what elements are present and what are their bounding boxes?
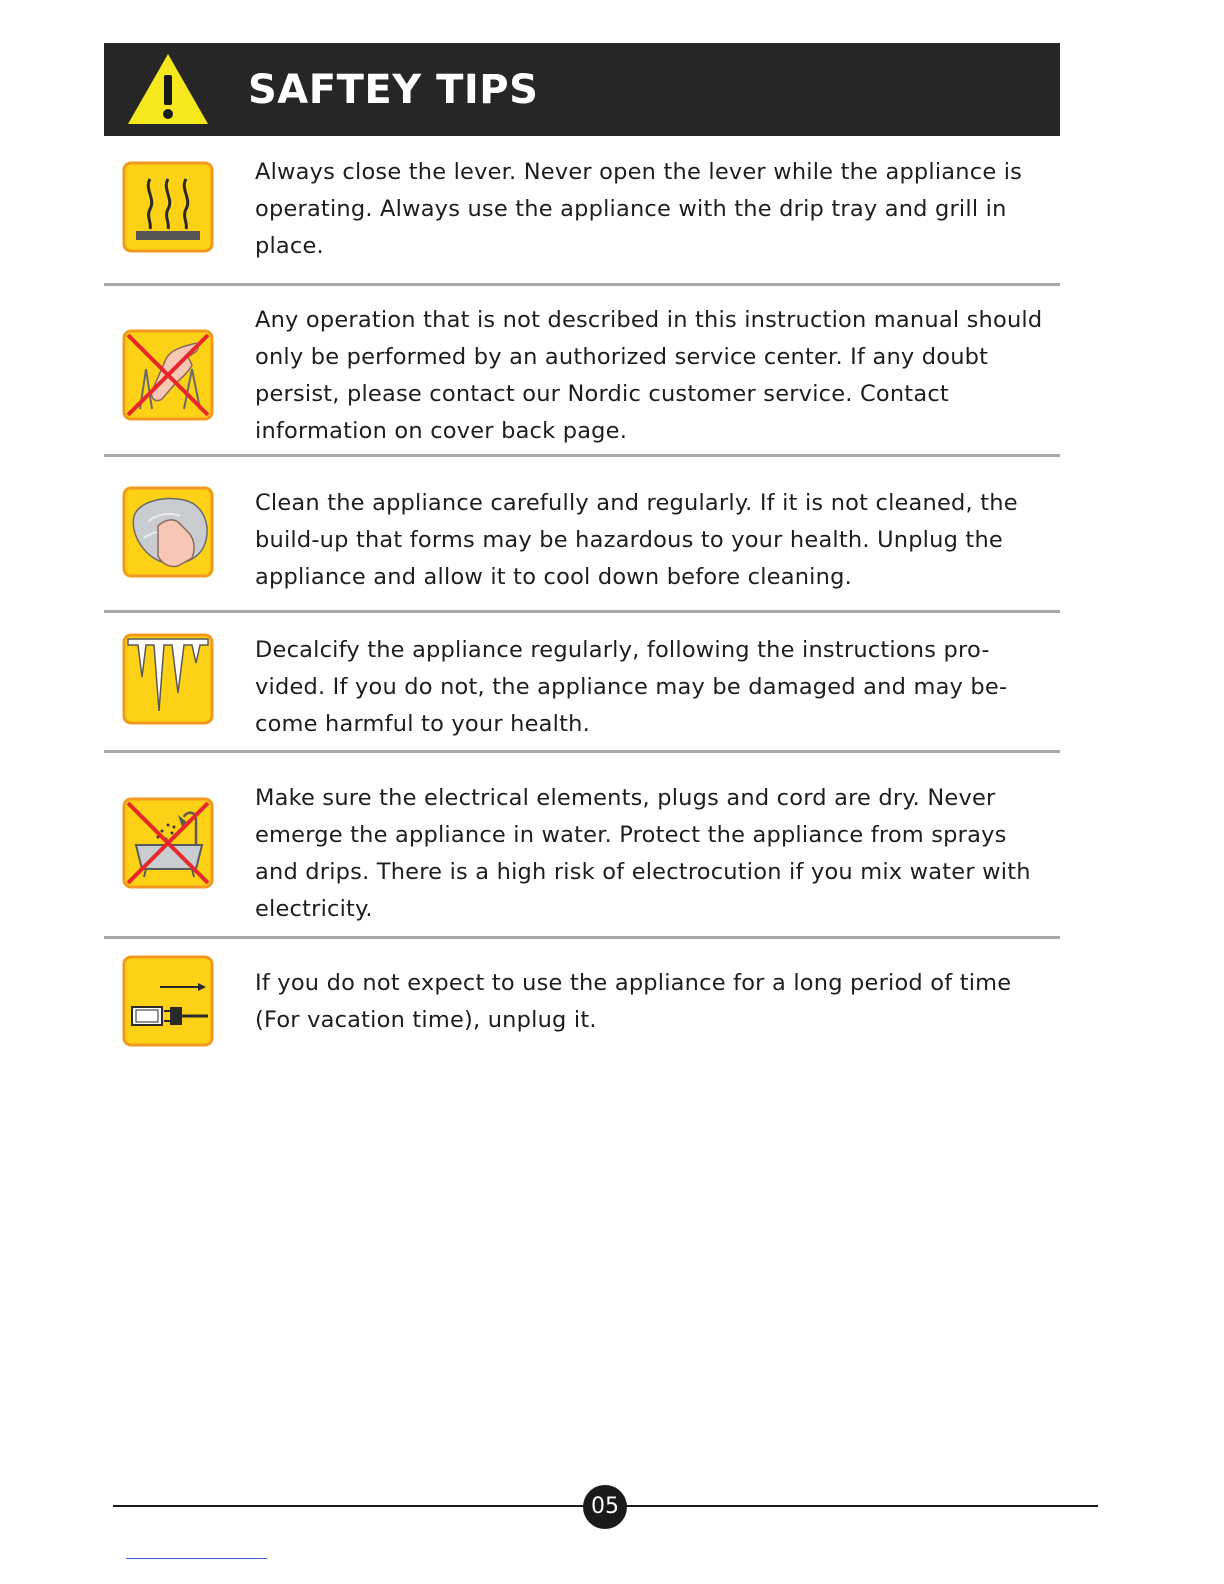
tip-item <box>104 753 1060 939</box>
tip-text: Always close the lever. Never open the lever while the appliance is operating. Always use the appliance with the drip tray and grill in place. <box>255 159 1023 259</box>
tip-item <box>104 457 1060 613</box>
tip-text: Make sure the electrical elements, plugs and cord are dry. Never emerge the appliance in water. Protect the appliance from sprays and drips. There is a high risk of electrocution if you mix water with electricity. <box>255 785 1031 922</box>
wipe-clean-icon <box>122 486 214 578</box>
page-number: 05 <box>583 1485 627 1529</box>
no-hand-operation-icon <box>122 329 214 421</box>
tip-item <box>104 613 1060 753</box>
hot-surface-icon <box>122 161 214 253</box>
tip-text: Decalcify the appliance regularly, following the instructions pro- vided. If you do not, the appliance may be damaged and may be- come harmful to your health. <box>255 637 1008 737</box>
tip-text: If you do not expect to use the appliance for a long period of time (For vacation time), unplug it. <box>255 970 1012 1033</box>
tip-item <box>104 939 1060 1059</box>
footer-link-underline <box>126 1558 267 1559</box>
unplug-icon <box>122 955 214 1047</box>
tip-item <box>104 150 1060 286</box>
tip-text: Clean the appliance carefully and regularly. If it is not cleaned, the build-up that forms may be hazardous to your health. Unplug the appliance and allow it to cool down before cleaning. <box>255 490 1018 590</box>
section-header <box>104 43 1060 136</box>
warning-triangle-icon <box>126 51 210 127</box>
no-water-immersion-icon <box>122 797 214 889</box>
page-title: SAFTEY TIPS <box>248 67 539 113</box>
tip-text: Any operation that is not described in this instruction manual should only be performed by an authorized service center. If any doubt persist, please contact our Nordic customer service. Contact information on cover back page. <box>255 307 1043 444</box>
limescale-decalcify-icon <box>122 633 214 725</box>
tip-item <box>104 286 1060 457</box>
